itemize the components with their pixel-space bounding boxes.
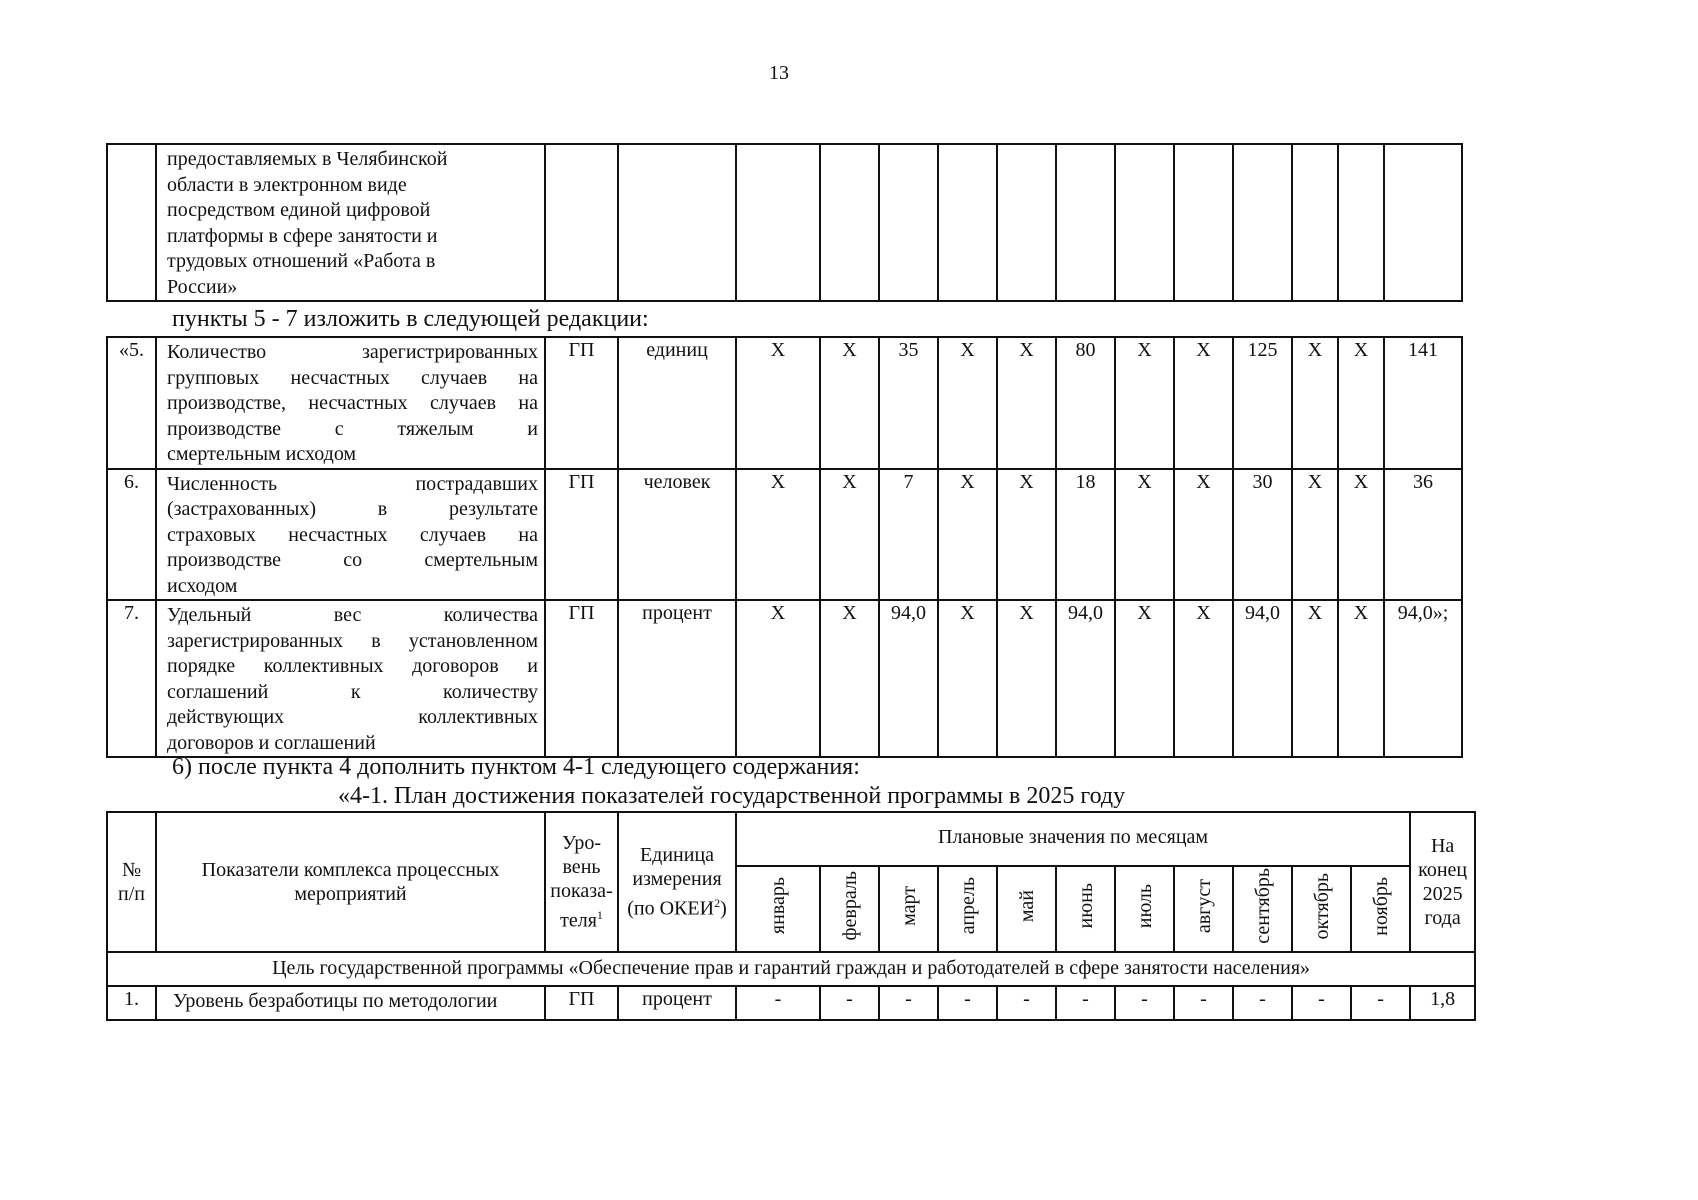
value-cell: -	[997, 986, 1056, 1020]
value-cell: X	[820, 600, 879, 757]
header-level-line: показа-	[550, 880, 613, 903]
row-num: «5.	[107, 337, 156, 469]
text-line: посредством единой цифровой	[167, 199, 431, 221]
unit-cell: процент	[618, 600, 736, 757]
value-cell: 35	[879, 337, 938, 469]
header-level-line: вень	[562, 856, 601, 879]
empty-cell	[1115, 144, 1174, 301]
text-line: Количество зарегистрированных	[167, 341, 538, 363]
value-cell: 94,0»;	[1384, 600, 1462, 757]
value-cell: 80	[1056, 337, 1115, 469]
empty-cell	[618, 144, 736, 301]
header-num-line: п/п	[118, 883, 145, 905]
header-plan: Плановые значения по месяцам	[736, 812, 1410, 866]
value-cell: 1,8	[1410, 986, 1475, 1020]
text-line: предоставляемых в Челябинской	[167, 148, 448, 170]
header-indicator-line: Показатели комплекса процессных	[201, 859, 500, 881]
value-cell: 30	[1233, 469, 1292, 601]
footnote-marker: 1	[596, 908, 603, 923]
value-cell: X	[1115, 337, 1174, 469]
month-header	[938, 866, 997, 952]
value-cell: X	[820, 469, 879, 601]
value-cell: -	[879, 986, 938, 1020]
header-unit-line: измерения	[632, 868, 722, 891]
level-cell: ГП	[545, 986, 618, 1020]
value-cell: X	[1338, 469, 1384, 601]
header-unit-text: (по ОКЕИ	[627, 897, 715, 920]
unit-cell: процент	[618, 986, 736, 1020]
value-cell: X	[1115, 469, 1174, 601]
value-cell: -	[1351, 986, 1410, 1020]
value-cell: X	[997, 600, 1056, 757]
level-cell: ГП	[545, 600, 618, 757]
value-cell: X	[1174, 469, 1233, 601]
indicator-cell	[156, 600, 545, 757]
value-cell: -	[1115, 986, 1174, 1020]
header-end-line: года	[1424, 907, 1461, 929]
month-label: май	[1015, 889, 1038, 923]
value-cell: -	[736, 986, 820, 1020]
table-row	[107, 337, 1462, 469]
value-cell: X	[997, 469, 1056, 601]
month-label: апрель	[956, 877, 979, 935]
text-line: смертельным исходом	[167, 443, 357, 465]
value-cell: 36	[1384, 469, 1462, 601]
text-line: Удельный вес количества	[167, 604, 538, 626]
header-end-line: На	[1430, 835, 1455, 857]
text-line: соглашений к количеству	[167, 680, 538, 703]
text-line: исходом	[167, 574, 238, 597]
value-cell: -	[1292, 986, 1351, 1020]
indicator-cell: Уровень безработицы по методологии	[156, 986, 545, 1020]
empty-cell	[879, 144, 938, 301]
month-label: сентябрь	[1251, 868, 1274, 944]
text-line: действующих коллективных	[167, 706, 538, 728]
unit-cell: единиц	[618, 337, 736, 469]
unit-cell: человек	[618, 469, 736, 601]
text-line: (застрахованных) в результате	[167, 498, 538, 520]
month-label: февраль	[838, 871, 861, 941]
level-cell: ГП	[545, 337, 618, 469]
instruction-2: 6) после пункта 4 дополнить пунктом 4-1 следующего содержания:	[172, 754, 860, 780]
empty-cell	[736, 144, 820, 301]
value-cell: -	[938, 986, 997, 1020]
indicator-cell	[156, 469, 545, 601]
text-line: договоров и соглашений	[167, 731, 376, 754]
month-label: март	[897, 886, 920, 926]
value-cell: X	[736, 337, 820, 469]
empty-cell	[1384, 144, 1462, 301]
plan-table	[106, 811, 1476, 1021]
header-level-line	[546, 903, 617, 933]
header-unit-line	[619, 891, 735, 921]
text-line: России»	[167, 275, 238, 298]
value-cell: X	[1338, 600, 1384, 757]
continuation-row	[107, 144, 1462, 301]
header-unit-line: Единица	[639, 844, 715, 867]
month-label: август	[1192, 878, 1215, 934]
value-cell: 94,0	[1233, 600, 1292, 757]
num-cell	[107, 144, 156, 301]
value-cell: X	[938, 469, 997, 601]
value-cell: 94,0	[879, 600, 938, 757]
month-header	[1292, 866, 1351, 952]
header-end-line: конец	[1418, 859, 1468, 881]
month-header	[1174, 866, 1233, 952]
goal-cell: Цель государственной программы «Обеспечение прав и гарантий граждан и работодателей в сфере занятости населения»	[107, 952, 1475, 986]
items-table	[106, 336, 1463, 758]
header-end	[1410, 812, 1475, 952]
month-label: июнь	[1074, 883, 1097, 929]
text-line: зарегистрированных в установленном	[167, 629, 538, 652]
value-cell: -	[1056, 986, 1115, 1020]
value-cell: -	[1233, 986, 1292, 1020]
value-cell: X	[736, 600, 820, 757]
row-num: 6.	[107, 469, 156, 601]
value-cell: X	[938, 337, 997, 469]
text-line: страховых несчастных случаев на	[167, 523, 538, 546]
value-cell: 125	[1233, 337, 1292, 469]
value-cell: 18	[1056, 469, 1115, 601]
section-title: «4-1. План достижения показателей государственной программы в 2025 году	[338, 783, 1126, 809]
month-header	[1233, 866, 1292, 952]
instruction-1: пункты 5 - 7 изложить в следующей редакции:	[172, 306, 649, 332]
header-unit-text: )	[720, 897, 727, 920]
month-header	[736, 866, 820, 952]
value-cell: 7	[879, 469, 938, 601]
page-number: 13	[769, 62, 789, 84]
value-cell: X	[1115, 600, 1174, 757]
month-label: июль	[1133, 883, 1156, 929]
empty-cell	[997, 144, 1056, 301]
level-cell: ГП	[545, 469, 618, 601]
month-header	[1351, 866, 1410, 952]
value-cell: X	[1338, 337, 1384, 469]
value-cell: X	[1174, 337, 1233, 469]
empty-cell	[545, 144, 618, 301]
text-line: области в электронном виде	[167, 173, 407, 196]
month-header	[1056, 866, 1115, 952]
text-line: платформы в сфере занятости и	[167, 224, 438, 247]
value-cell: X	[997, 337, 1056, 469]
continuation-table	[106, 143, 1463, 302]
month-header	[879, 866, 938, 952]
value-cell: 141	[1384, 337, 1462, 469]
table-row	[107, 600, 1462, 757]
month-header	[1115, 866, 1174, 952]
empty-cell	[1338, 144, 1384, 301]
header-num	[107, 812, 156, 952]
text-line: трудовых отношений «Работа в	[167, 250, 436, 272]
indicator-cell	[156, 337, 545, 469]
header-level-text: теля	[560, 909, 597, 932]
row-num: 1.	[107, 986, 156, 1020]
indicator-cell	[156, 144, 545, 301]
value-cell: X	[820, 337, 879, 469]
text-line: Численность пострадавших	[167, 472, 538, 495]
value-cell: 94,0	[1056, 600, 1115, 757]
header-unit	[618, 812, 736, 952]
table-row	[107, 469, 1462, 601]
header-num-line: №	[121, 859, 142, 881]
value-cell: X	[1292, 469, 1338, 601]
empty-cell	[1292, 144, 1338, 301]
empty-cell	[1233, 144, 1292, 301]
header-level	[545, 812, 618, 952]
footnote-marker: 2	[714, 896, 721, 911]
empty-cell	[938, 144, 997, 301]
month-label: октябрь	[1310, 872, 1333, 940]
text-line: групповых несчастных случаев на	[167, 366, 538, 389]
text-line: производстве с тяжелым и	[167, 417, 538, 440]
row-num: 7.	[107, 600, 156, 757]
value-cell: X	[1174, 600, 1233, 757]
header-indicator	[156, 812, 545, 952]
text-line: порядке коллективных договоров и	[167, 655, 538, 677]
header-level-line: Уро-	[561, 832, 602, 855]
value-cell: X	[736, 469, 820, 601]
value-cell: -	[820, 986, 879, 1020]
empty-cell	[1174, 144, 1233, 301]
value-cell: X	[938, 600, 997, 757]
empty-cell	[820, 144, 879, 301]
text-line: производстве, несчастных случаев на	[167, 392, 538, 414]
header-end-line: 2025	[1422, 883, 1463, 905]
month-header	[997, 866, 1056, 952]
empty-cell	[1056, 144, 1115, 301]
month-label: январь	[767, 877, 789, 935]
header-indicator-line: мероприятий	[294, 883, 407, 905]
month-header	[820, 866, 879, 952]
value-cell: -	[1174, 986, 1233, 1020]
value-cell: X	[1292, 600, 1338, 757]
value-cell: X	[1292, 337, 1338, 469]
text-line: производстве со смертельным	[167, 549, 538, 571]
month-label: ноябрь	[1369, 876, 1392, 936]
